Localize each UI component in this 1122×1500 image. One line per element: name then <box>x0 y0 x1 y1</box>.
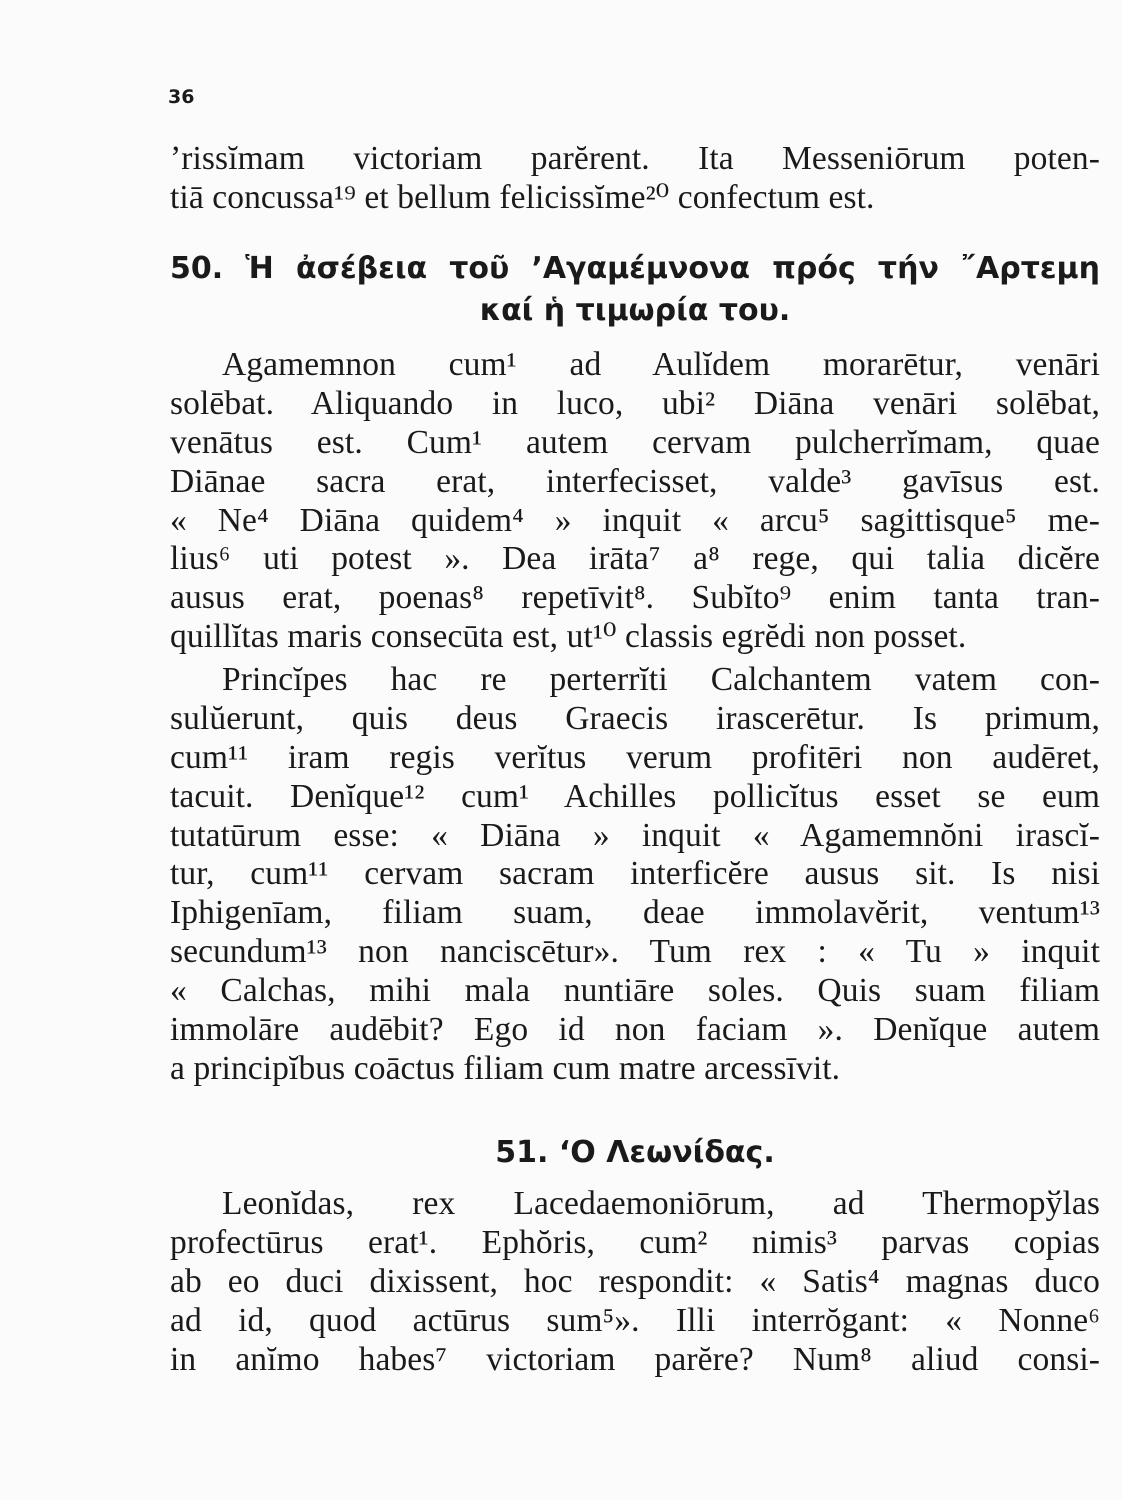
text-line: ad id, quod actūrus sum⁵». Illi interrŏgant: « Nonne⁶ <box>170 1301 1100 1339</box>
text-line: ʼrissĭmam victoriam parĕrent. Ita Messeniōrum poten- <box>170 140 1100 177</box>
text-line: Agamemnon cum¹ ad Aulĭdem morarētur, venāri <box>222 346 1100 383</box>
text-line: Diānae sacra erat, interfecisset, valde³ gavīsus est. <box>170 462 1100 500</box>
heading-line: 50. Ἡ ἀσέβεια τοῦ ʼΑγαμέμνονα πρός τήν ῎Αρτεμη <box>170 251 1100 286</box>
intro-passage <box>170 140 1100 218</box>
section-50-paragraph-2 <box>170 661 1100 1089</box>
text-line: sulŭerunt, quis deus Graecis irascerētur. Is primum, <box>170 699 1100 737</box>
heading-line: 51. ʻΟ Λεωνίδας. <box>495 1135 775 1170</box>
text-line: tutatūrum esse: « Diāna » inquit « Agamemnŏni irascĭ- <box>170 816 1100 854</box>
text-line: ausus erat, poenas⁸ repetīvit⁸. Subĭto⁹ enim tanta tran- <box>170 579 1100 617</box>
text-line: ab eo duci dixissent, hoc respondit: « Satis⁴ magnas duco <box>170 1262 1100 1300</box>
text-line: Iphigenīam, filiam suam, deae immolavĕrit, ventum¹³ <box>170 894 1100 932</box>
text-line: a principĭbus coāctus filiam cum matre arcessīvit. <box>170 1049 841 1087</box>
text-line: in anĭmo habes⁷ victoriam parĕre? Num⁸ aliud consi- <box>170 1340 1100 1378</box>
text-line: « Calchas, mihi mala nuntiāre soles. Quis suam filiam <box>170 972 1100 1010</box>
text-line: solēbat. Aliquando in luco, ubi² Diāna venāri solēbat, <box>170 384 1100 422</box>
text-line: cum¹¹ iram regis verĭtus verum profitēri non audēret, <box>170 738 1100 776</box>
text-line: lius⁶ uti potest ». Dea irāta⁷ a⁸ rege, qui talia dicĕre <box>170 540 1100 578</box>
text-line: tiā concussa¹⁹ et bellum felicissĭme²⁰ confectum est. <box>170 178 875 216</box>
page-number: 36 <box>168 86 195 108</box>
text-line: immolāre audēbit? Ego id non faciam ». Denĭque autem <box>170 1011 1100 1049</box>
section-51-heading <box>170 1132 1100 1174</box>
text-line: tacuit. Denĭque¹² cum¹ Achilles pollicĭtus esset se eum <box>170 777 1100 815</box>
section-50-paragraph-1 <box>170 346 1100 657</box>
text-line: Leonĭdas, rex Lacedaemoniōrum, ad Thermopўlas <box>222 1185 1100 1222</box>
text-line: « Ne⁴ Diāna quidem⁴ » inquit « arcu⁵ sagittisque⁵ me- <box>170 501 1100 539</box>
text-line: profectūrus erat¹. Ephŏris, cum² nimis³ parvas copias <box>170 1223 1100 1261</box>
text-line: quillĭtas maris consecūta est, ut¹⁰ classis egrĕdi non posset. <box>170 618 967 656</box>
text-line: Princĭpes hac re perterrĭti Calchantem vatem con- <box>222 661 1100 698</box>
text-line: venātus est. Cum¹ autem cervam pulcherrĭmam, quae <box>170 423 1100 461</box>
text-line: tur, cum¹¹ cervam sacram interficĕre ausus sit. Is nisi <box>170 855 1100 893</box>
section-51-paragraph-1 <box>170 1185 1100 1379</box>
text-line: secundum¹³ non nanciscētur». Tum rex : « Tu » inquit <box>170 933 1100 971</box>
heading-line: καί ἡ τιμωρία του. <box>479 293 791 328</box>
section-50-heading <box>170 248 1100 332</box>
